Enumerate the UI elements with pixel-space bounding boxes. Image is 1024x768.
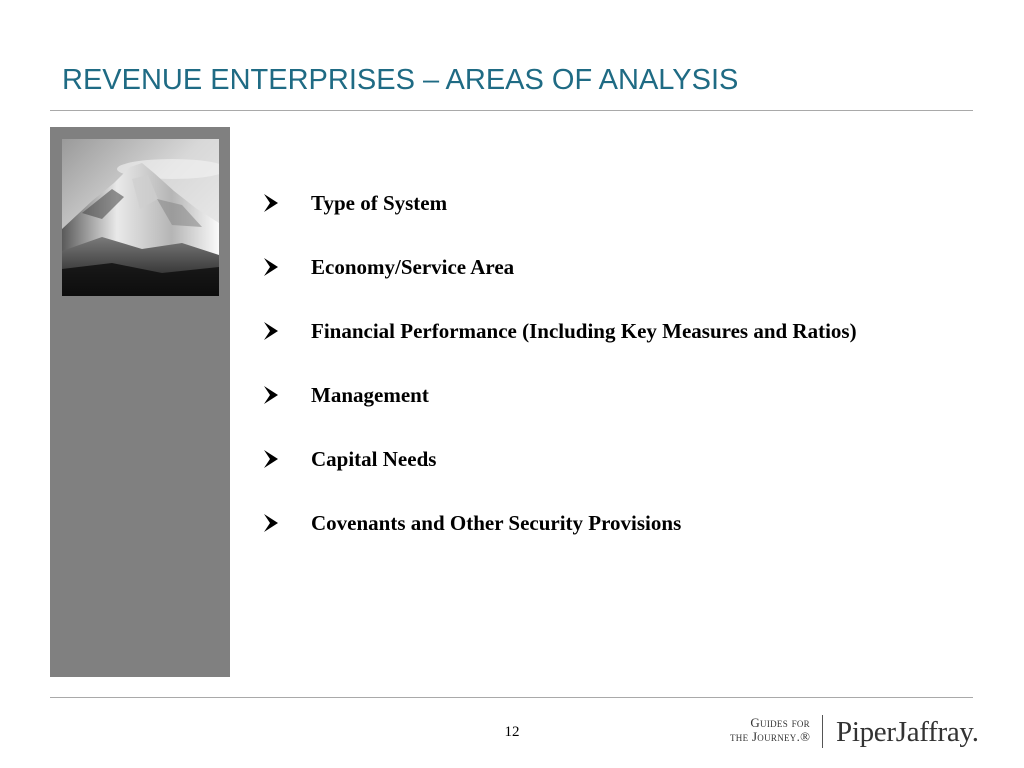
bullet-text: Capital Needs [311,447,437,471]
company-logo [730,712,979,752]
logo-divider [822,715,823,748]
footer-divider [50,697,973,698]
mountain-photo [62,139,219,296]
bullet-text: Covenants and Other Security Provisions [311,511,682,535]
title-divider [50,110,973,111]
right-arrowhead-icon [262,380,282,410]
bullet-text: Financial Performance (Including Key Measures and Ratios) [311,319,857,343]
bullet-item [262,188,922,218]
bullet-text: Type of System [311,191,448,215]
bullet-item [262,444,922,474]
side-panel [50,127,230,677]
bullet-text: Economy/Service Area [311,255,515,279]
bullet-item [262,508,922,538]
bullet-list [262,188,922,538]
logo-tagline [730,716,810,744]
bullet-item [262,252,922,282]
tagline-line-1: Guides for [750,715,810,730]
bullet-item [262,380,922,410]
brand-wordmark: PiperJaffray. [836,716,979,748]
right-arrowhead-icon [262,444,282,474]
page-number: 12 [504,724,520,740]
bullet-text: Management [311,383,429,407]
tagline-line-2: the Journey.® [730,729,811,744]
bullet-item [262,316,922,346]
right-arrowhead-icon [262,252,282,282]
right-arrowhead-icon [262,316,282,346]
right-arrowhead-icon [262,188,282,218]
slide-title: REVENUE ENTERPRISES – AREAS OF ANALYSIS [62,64,739,96]
right-arrowhead-icon [262,508,282,538]
